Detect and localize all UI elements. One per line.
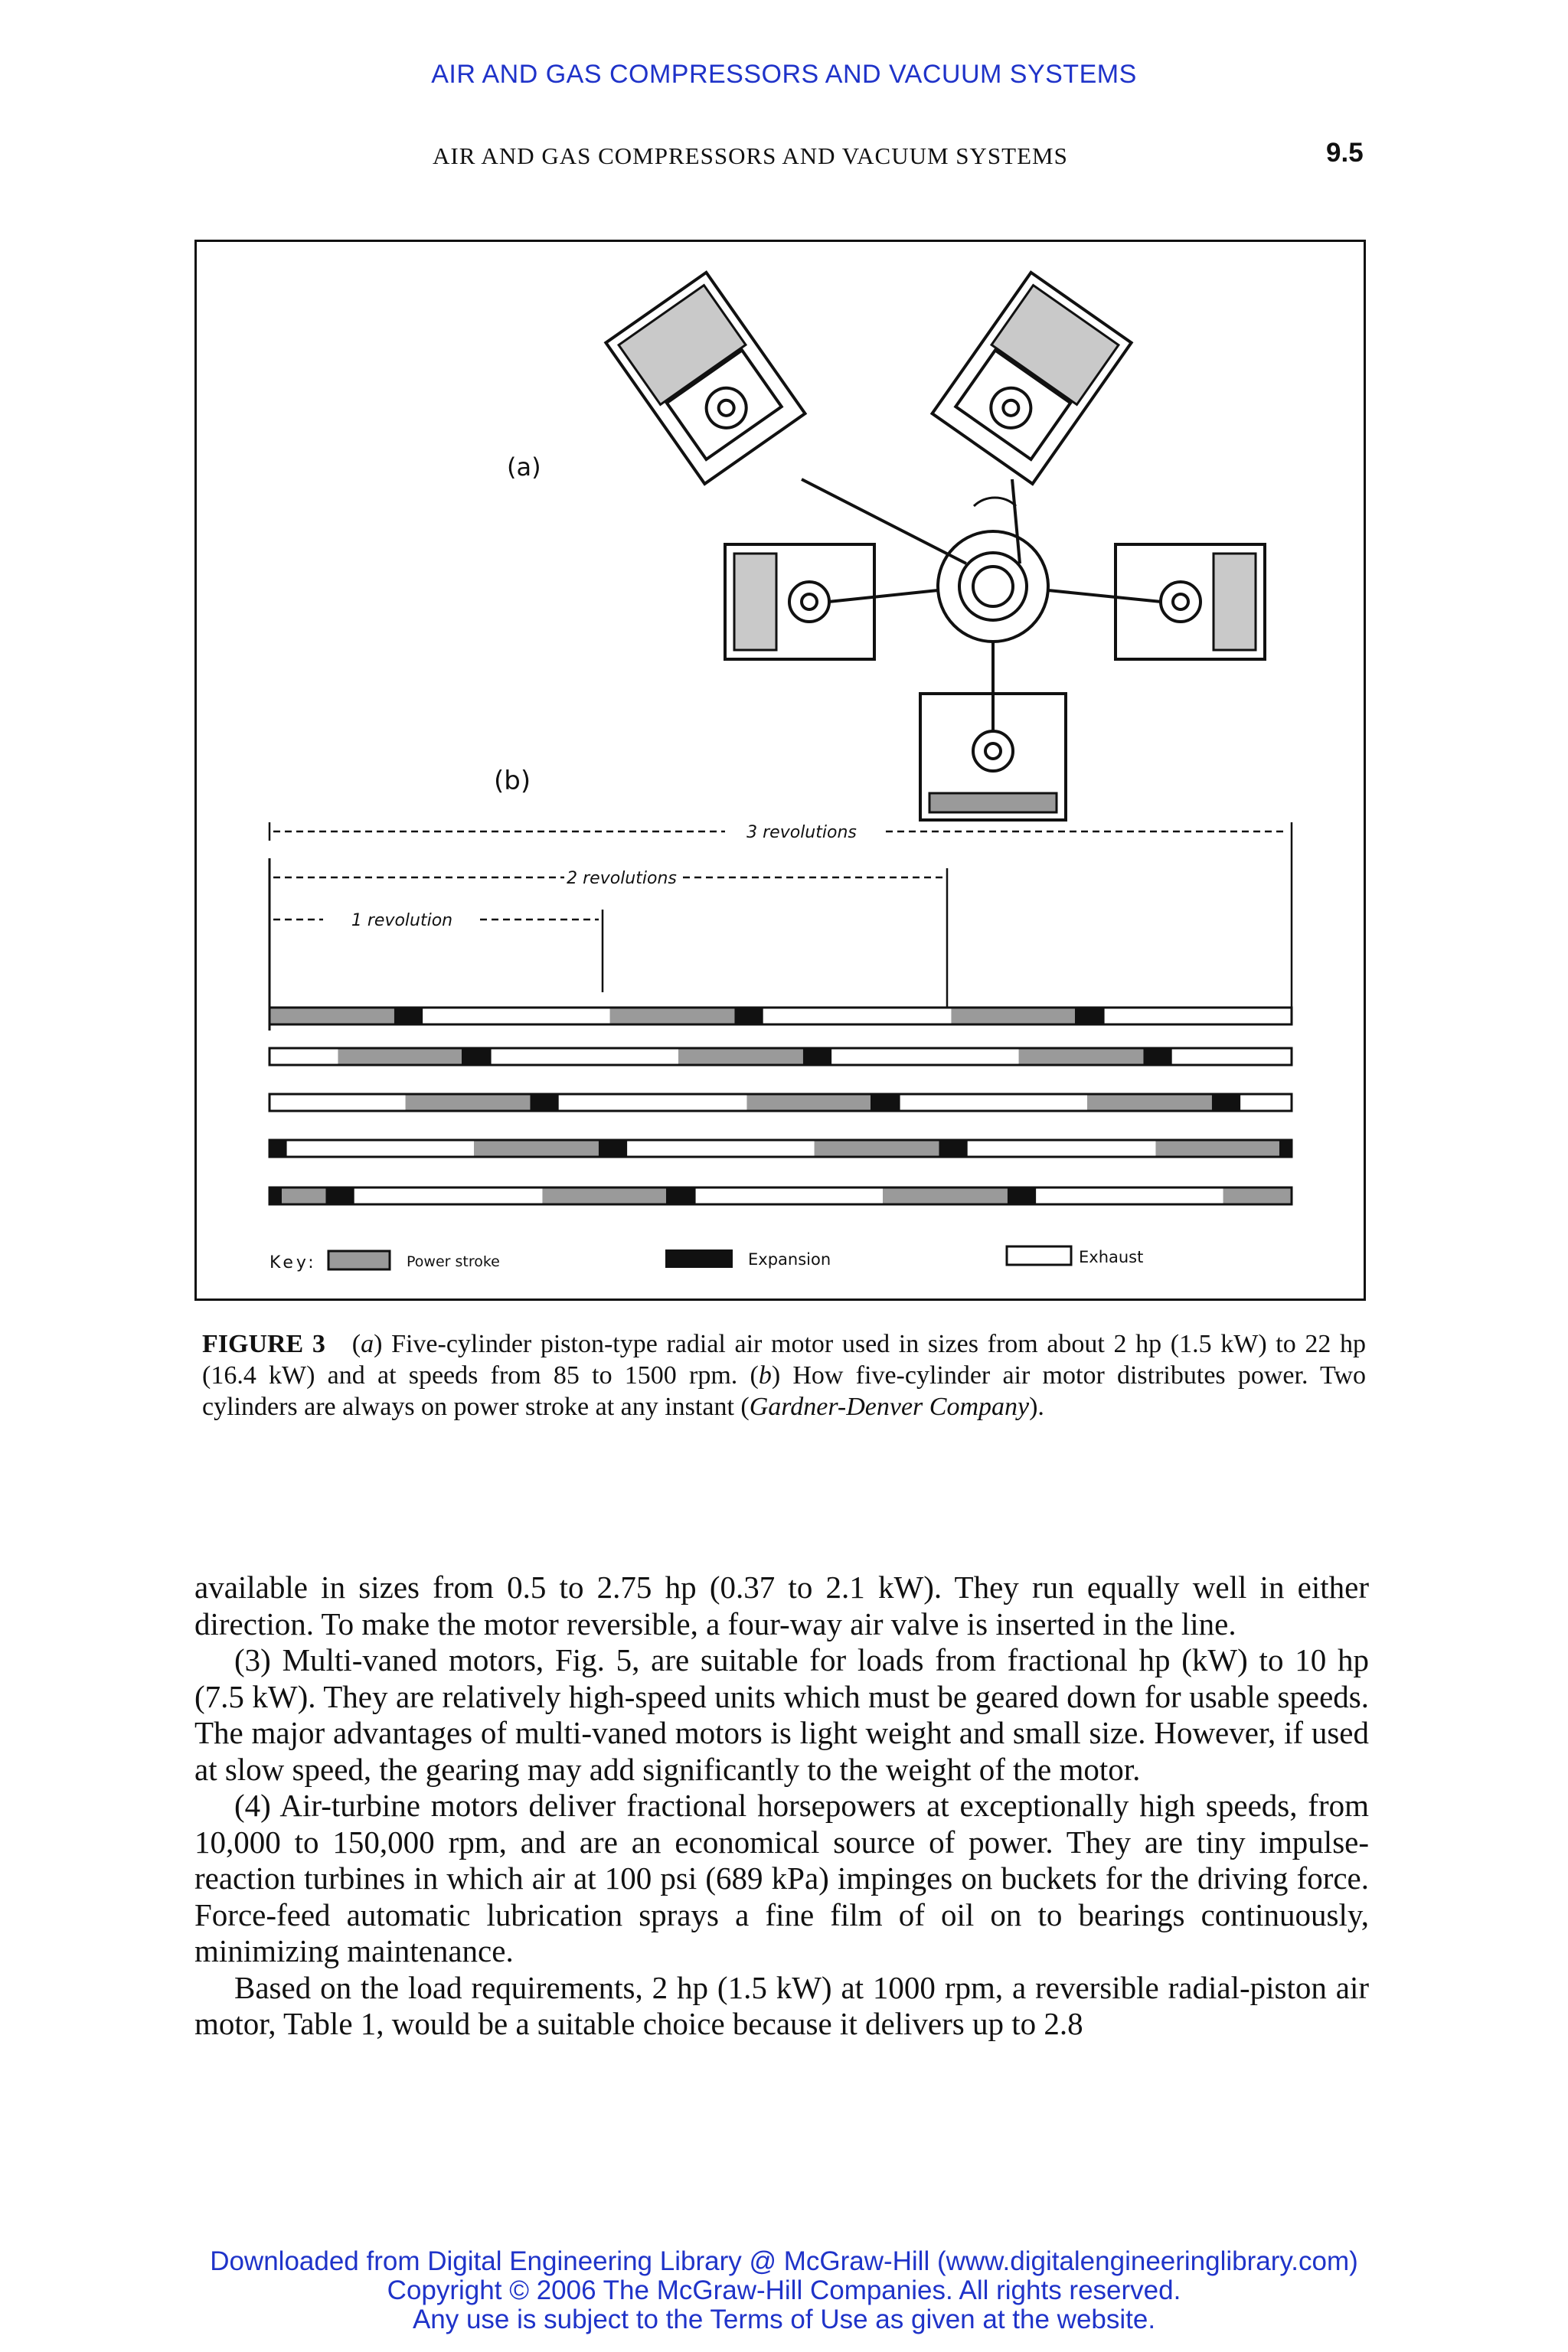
segment-power xyxy=(815,1140,939,1157)
segment-power xyxy=(338,1048,462,1065)
footer-line-2: Copyright © 2006 The McGraw-Hill Companies. All rights reserved. xyxy=(387,2275,1181,2305)
segment-exhaust xyxy=(354,1187,543,1204)
body-text xyxy=(194,1570,1369,2043)
segment-exhaust xyxy=(1240,1094,1292,1111)
key-expansion-swatch xyxy=(665,1250,733,1268)
paragraph-3: (4) Air-turbine motors deliver fractional horsepowers at exceptionally high speeds, from 10,000 to 150,000 rpm, and are an economical source of power. They are tiny impulse-reaction turbines in which air at 100 psi (689 kPa) impinges on buckets for the driving force. Force-feed automatic lubrication sprays a fine film of oil on to bearings continuously, minimizing maintenance. xyxy=(194,1788,1369,1968)
top-source-link[interactable]: AIR AND GAS COMPRESSORS AND VACUUM SYSTEMS xyxy=(431,60,1137,89)
figure-frame xyxy=(194,240,1366,1301)
running-head: AIR AND GAS COMPRESSORS AND VACUUM SYSTEMS xyxy=(433,142,1068,169)
paragraph-1: available in sizes from 0.5 to 2.75 hp (0.37 to 2.1 kW). They run equally well in either direction. To make the motor reversible, a four-way air valve is inserted in the line. xyxy=(194,1570,1369,1642)
segment-expansion xyxy=(871,1094,900,1111)
segment-expansion xyxy=(803,1048,831,1065)
paragraph-4: Based on the load requirements, 2 hp (1.5 kW) at 1000 rpm, a reversible radial-piston air motor, Table 1, would be a suitable choice because it delivers up to 2.8 xyxy=(194,1969,1369,2041)
segment-exhaust xyxy=(287,1140,474,1157)
figure-3-drawing xyxy=(197,242,1364,1298)
timing-row-1 xyxy=(270,1008,1292,1024)
timing-row-5 xyxy=(270,1187,1292,1204)
segment-power xyxy=(474,1140,599,1157)
timing-row-4 xyxy=(270,1140,1292,1157)
segment-expansion xyxy=(1212,1094,1240,1111)
key-exhaust-label: Exhaust xyxy=(1079,1248,1144,1266)
label-2-revolutions: 2 revolutions xyxy=(567,869,677,888)
segment-power xyxy=(270,1008,394,1024)
segment-power xyxy=(883,1187,1008,1204)
segment-exhaust xyxy=(1105,1008,1292,1024)
segment-exhaust xyxy=(270,1048,338,1065)
segment-expansion xyxy=(939,1140,967,1157)
segment-expansion xyxy=(734,1008,763,1024)
figure-key xyxy=(270,1246,1143,1272)
paragraph-2: (3) Multi-vaned motors, Fig. 5, are suitable for loads from fractional hp (kW) to 10 hp (7.5 kW). They are relatively high-speed units which must be geared down for usable speeds. The major advantages of multi-vaned motors is light weight and small size. However, if used at slow speed, the gearing may add significantly to the weight of the motor. xyxy=(194,1642,1369,1787)
segment-power xyxy=(1019,1048,1144,1065)
segment-expansion xyxy=(599,1140,627,1157)
download-footer xyxy=(0,2247,1568,2334)
timing-bar-chart xyxy=(270,1008,1292,1204)
key-label: Key: xyxy=(270,1253,317,1272)
segment-expansion xyxy=(1008,1187,1036,1204)
segment-exhaust xyxy=(1172,1048,1292,1065)
label-1-revolution: 1 revolution xyxy=(351,911,453,930)
segment-power xyxy=(1087,1094,1212,1111)
segment-expansion xyxy=(1075,1008,1105,1024)
segment-exhaust xyxy=(559,1094,747,1111)
key-power-swatch xyxy=(328,1251,390,1269)
caption-label: FIGURE 3 xyxy=(202,1330,325,1358)
segment-expansion xyxy=(1143,1048,1171,1065)
segment-expansion xyxy=(530,1094,558,1111)
segment-expansion xyxy=(270,1140,287,1157)
key-power-label: Power stroke xyxy=(407,1253,500,1270)
footer-line-1[interactable]: Downloaded from Digital Engineering Library @ McGraw-Hill (www.digitalengineeringlibrary.com) xyxy=(210,2246,1358,2276)
segment-power xyxy=(406,1094,531,1111)
segment-exhaust xyxy=(492,1048,678,1065)
segment-exhaust xyxy=(968,1140,1156,1157)
segment-power xyxy=(1155,1140,1279,1157)
page-number: 9.5 xyxy=(1326,138,1364,168)
label-3-revolutions: 3 revolutions xyxy=(746,823,857,842)
key-exhaust-swatch xyxy=(1007,1246,1071,1265)
segment-exhaust xyxy=(1036,1187,1223,1204)
timing-row-2 xyxy=(270,1048,1292,1065)
segment-exhaust xyxy=(900,1094,1087,1111)
figure-caption xyxy=(202,1328,1366,1423)
segment-expansion xyxy=(394,1008,423,1024)
segment-power xyxy=(746,1094,871,1111)
segment-power xyxy=(610,1008,735,1024)
segment-exhaust xyxy=(763,1008,952,1024)
segment-power xyxy=(1223,1187,1292,1204)
segment-exhaust xyxy=(423,1008,609,1024)
figure-label-a: (a) xyxy=(507,452,541,482)
segment-expansion xyxy=(666,1187,696,1204)
segment-exhaust xyxy=(627,1140,814,1157)
key-expansion-label: Expansion xyxy=(748,1250,831,1269)
segment-power xyxy=(282,1187,325,1204)
segment-exhaust xyxy=(696,1187,883,1204)
footer-line-3: Any use is subject to the Terms of Use as given at the website. xyxy=(412,2305,1156,2334)
timing-row-3 xyxy=(270,1094,1292,1111)
figure-label-b: (b) xyxy=(494,766,531,796)
segment-exhaust xyxy=(831,1048,1018,1065)
segment-power xyxy=(951,1008,1075,1024)
segment-expansion xyxy=(270,1187,282,1204)
segment-power xyxy=(542,1187,666,1204)
caption-text: (a) Five-cylinder piston-type radial air motor used in sizes from about 2 hp (1.5 kW) to 22 hp (16.4 kW) and at speeds from 85 to 1500 rpm. (b) How five-cylinder air motor distributes power. Two cylinders are always on power stroke at any instant (Gardner-Denver Company). xyxy=(202,1330,1366,1421)
segment-power xyxy=(678,1048,803,1065)
segment-expansion xyxy=(1279,1140,1292,1157)
segment-expansion xyxy=(325,1187,354,1204)
segment-expansion xyxy=(462,1048,492,1065)
radial-motor-illustration xyxy=(606,273,1265,820)
segment-exhaust xyxy=(270,1094,406,1111)
